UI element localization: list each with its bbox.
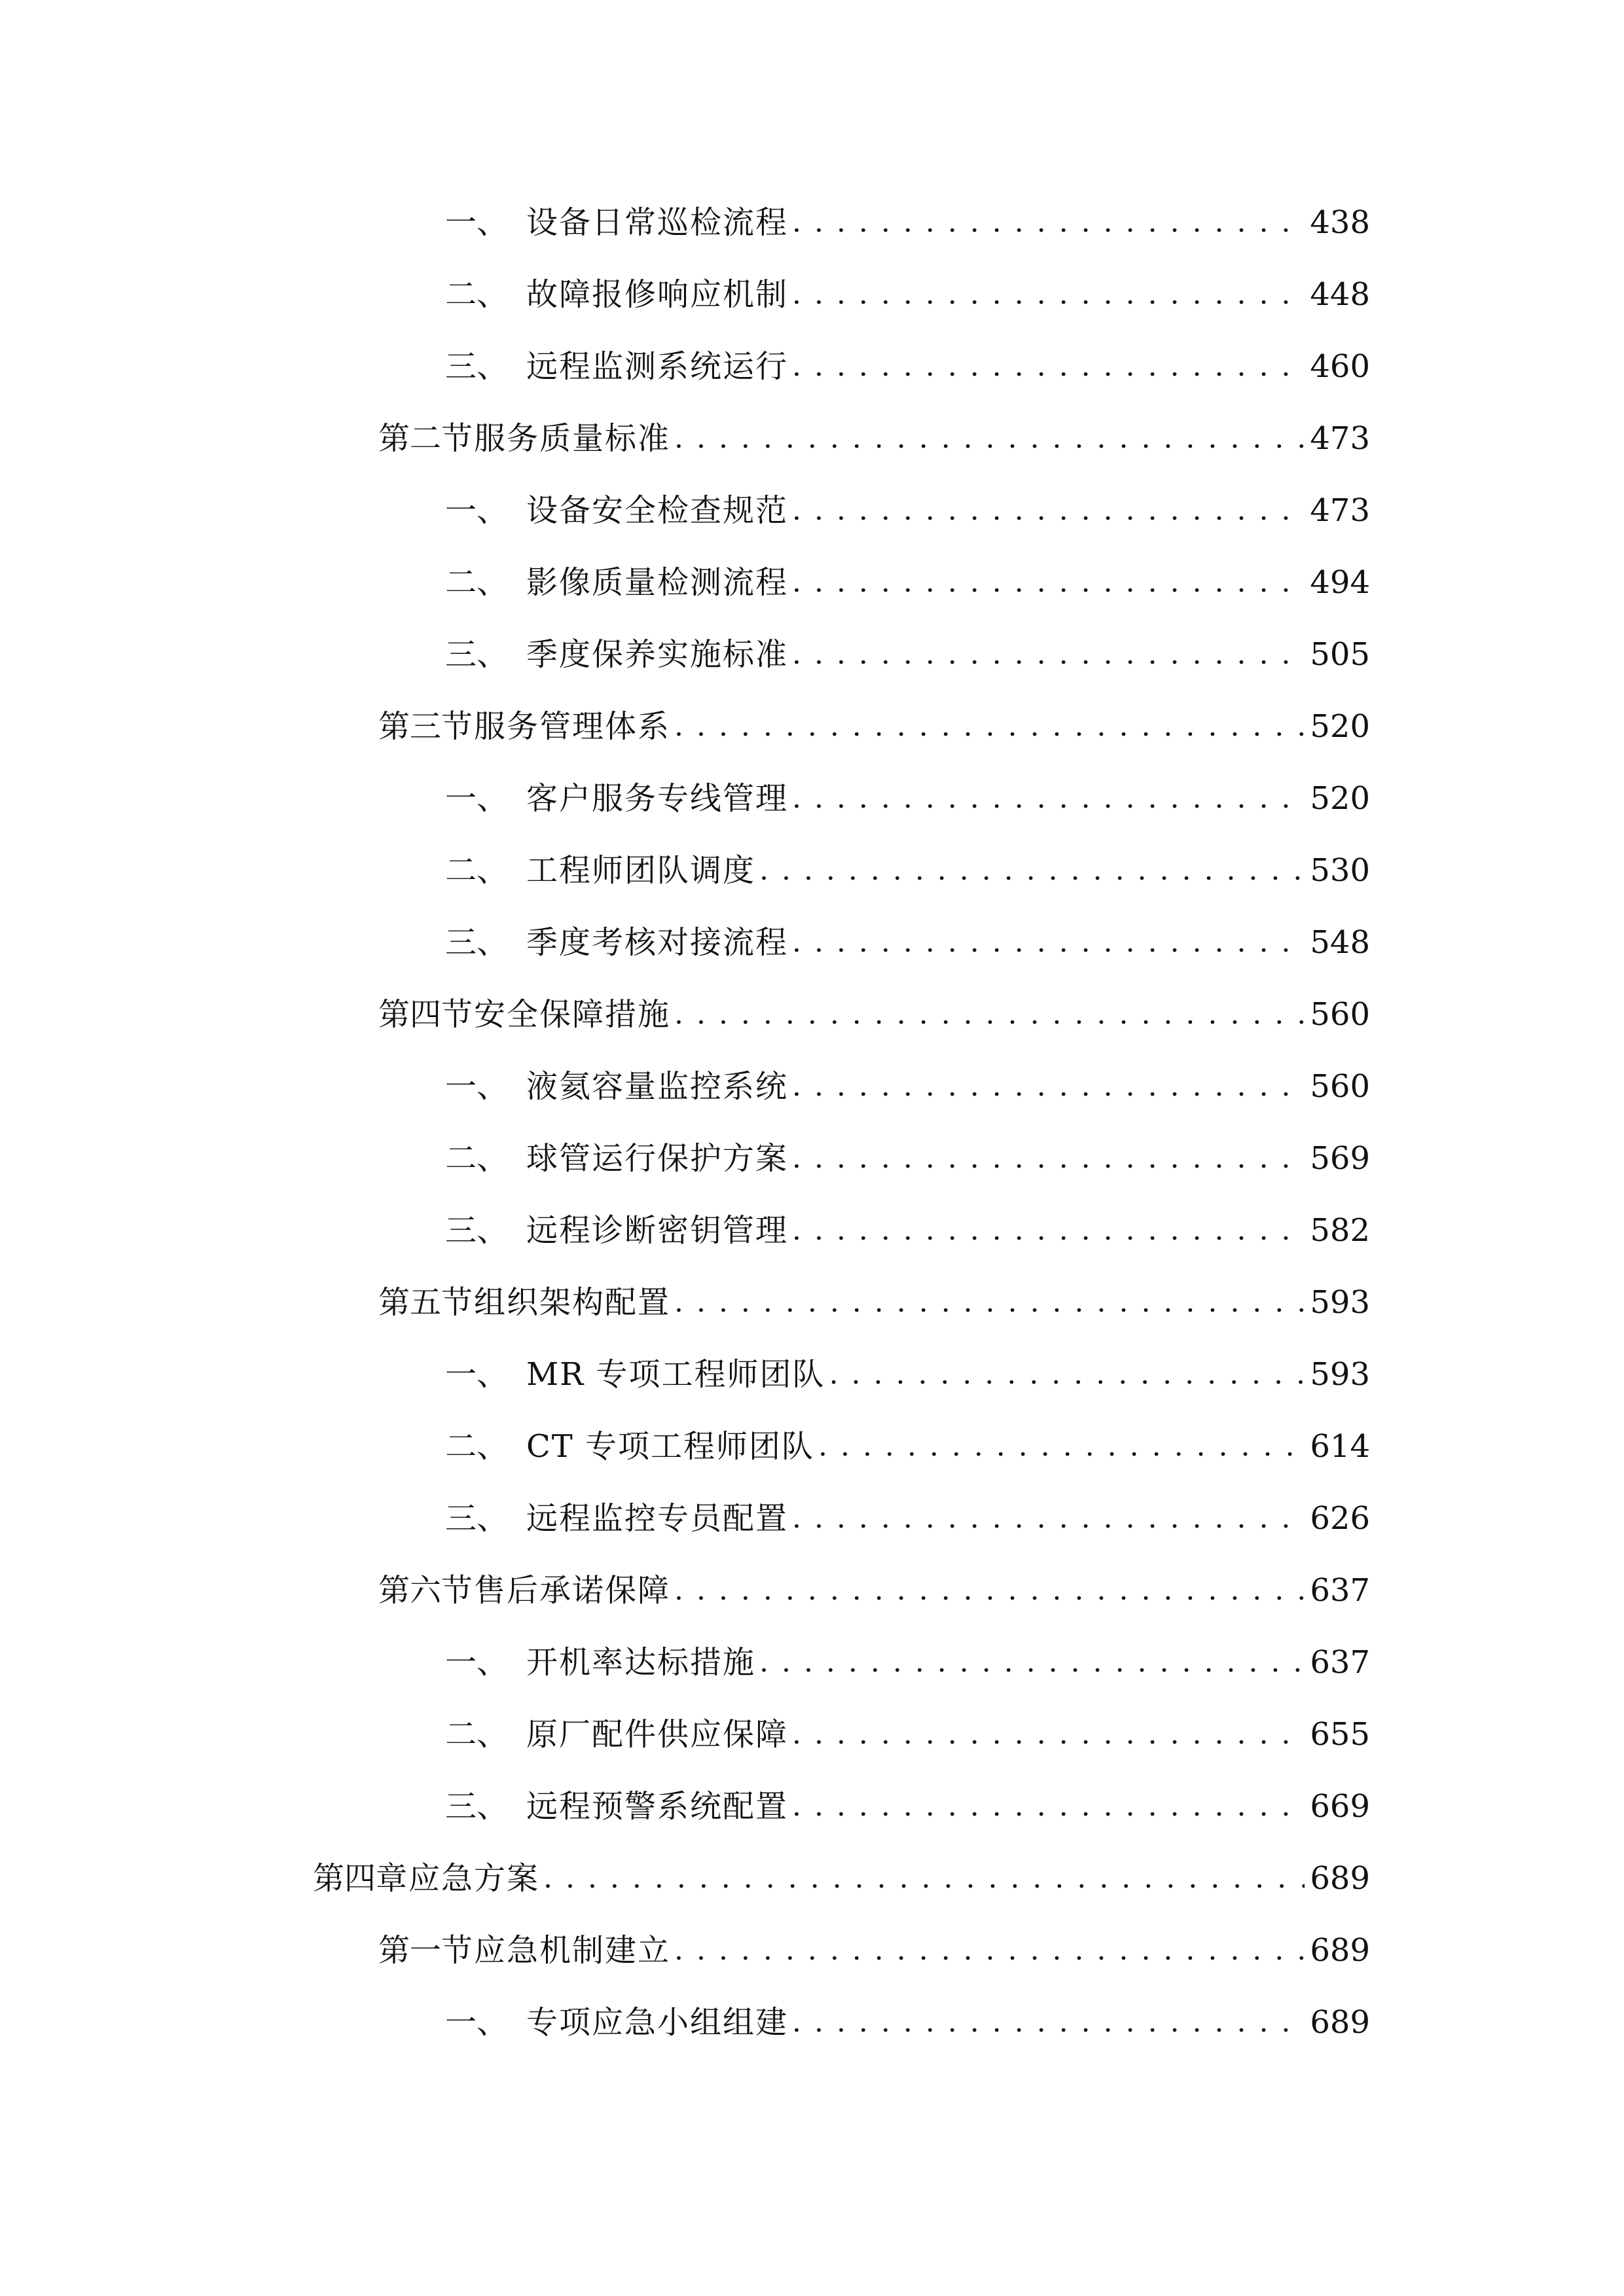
entry-title: 影像质量检测流程: [526, 564, 789, 601]
entry-page-number: 593: [1310, 1356, 1370, 1393]
dot-leader: [759, 1640, 1305, 1685]
toc-entry[interactable]: [445, 200, 1370, 245]
entry-title: 专项应急小组组建: [526, 2004, 789, 2041]
toc-entry[interactable]: [445, 632, 1370, 677]
entry-number: 一、: [445, 2004, 509, 2041]
toc-entry-section[interactable]: [378, 1928, 1370, 1973]
entry-number: 二、: [445, 1716, 509, 1753]
entry-title: 球管运行保护方案: [526, 1140, 789, 1177]
entry-page-number: 520: [1310, 780, 1370, 817]
entry-title: 季度考核对接流程: [526, 924, 789, 961]
entry-number: 一、: [445, 204, 509, 241]
entry-number: 二、: [445, 276, 509, 313]
toc-entry[interactable]: [445, 272, 1370, 317]
dot-leader: [792, 344, 1305, 389]
entry-title: 远程预警系统配置: [526, 1788, 789, 1825]
toc-entry[interactable]: [445, 1712, 1370, 1757]
toc-entry-section[interactable]: [378, 1568, 1370, 1613]
entry-page-number: 460: [1310, 348, 1370, 385]
toc-entry[interactable]: [445, 2000, 1370, 2045]
entry-number: 三、: [445, 1500, 509, 1537]
entry-page-number: 520: [1310, 708, 1370, 745]
entry-page-number: 473: [1310, 420, 1370, 457]
entry-page-number: 689: [1310, 2004, 1370, 2041]
entry-title: 故障报修响应机制: [526, 276, 789, 313]
dot-leader: [674, 704, 1305, 749]
entry-page-number: 560: [1310, 996, 1370, 1033]
toc-entry[interactable]: [445, 344, 1370, 389]
dot-leader: [674, 1568, 1305, 1613]
toc-entry[interactable]: [445, 776, 1370, 821]
entry-title: 工程师团队调度: [526, 852, 756, 889]
entry-page-number: 626: [1310, 1500, 1370, 1537]
entry-page-number: 494: [1310, 564, 1370, 601]
toc-entry-section[interactable]: [378, 704, 1370, 749]
entry-number: 第四章: [313, 1860, 408, 1897]
entry-number: 一、: [445, 780, 509, 817]
entry-page-number: 569: [1310, 1140, 1370, 1177]
dot-leader: [674, 1280, 1305, 1325]
toc-entry[interactable]: [445, 1784, 1370, 1829]
toc-entry-section[interactable]: [378, 1280, 1370, 1325]
entry-page-number: 637: [1310, 1644, 1370, 1681]
toc-entry-section[interactable]: [378, 416, 1370, 461]
dot-leader: [543, 1856, 1305, 1901]
entry-title: 售后承诺保障: [474, 1572, 671, 1609]
entry-page-number: 689: [1310, 1860, 1370, 1897]
dot-leader: [674, 992, 1305, 1037]
dot-leader: [792, 776, 1305, 821]
entry-page-number: 473: [1310, 492, 1370, 529]
entry-page-number: 614: [1310, 1428, 1370, 1465]
toc-entry[interactable]: [445, 1136, 1370, 1181]
entry-title: 开机率达标措施: [526, 1644, 756, 1681]
entry-page-number: 548: [1310, 924, 1370, 961]
toc-entry[interactable]: [445, 1064, 1370, 1109]
entry-number: 三、: [445, 1788, 509, 1825]
entry-number: 三、: [445, 924, 509, 961]
dot-leader: [792, 1136, 1305, 1181]
entry-title: 原厂配件供应保障: [526, 1716, 789, 1753]
entry-number: 第四节: [378, 996, 473, 1033]
dot-leader: [674, 1928, 1305, 1973]
entry-title: 客户服务专线管理: [526, 780, 789, 817]
entry-title: 应急机制建立: [474, 1932, 671, 1969]
entry-number: 三、: [445, 636, 509, 673]
entry-page-number: 689: [1310, 1932, 1370, 1969]
toc-entry-section[interactable]: [378, 992, 1370, 1037]
entry-number: 第六节: [378, 1572, 473, 1609]
entry-number: 二、: [445, 1428, 509, 1465]
dot-leader: [759, 848, 1305, 893]
entry-page-number: 669: [1310, 1788, 1370, 1825]
entry-title: 液氦容量监控系统: [526, 1068, 789, 1105]
entry-number: 一、: [445, 492, 509, 529]
toc-entry-chapter[interactable]: [313, 1856, 1370, 1901]
entry-number: 三、: [445, 1212, 509, 1249]
entry-title: 设备安全检查规范: [526, 492, 789, 529]
entry-number: 第五节: [378, 1284, 473, 1321]
dot-leader: [792, 560, 1305, 605]
dot-leader: [792, 272, 1305, 317]
entry-title: 远程诊断密钥管理: [526, 1212, 789, 1249]
entry-title: 安全保障措施: [474, 996, 671, 1033]
dot-leader: [792, 632, 1305, 677]
entry-number: 一、: [445, 1068, 509, 1105]
entry-title: 设备日常巡检流程: [526, 204, 789, 241]
entry-page-number: 438: [1310, 204, 1370, 241]
entry-number: 三、: [445, 348, 509, 385]
toc-entry[interactable]: [445, 1208, 1370, 1253]
entry-page-number: 530: [1310, 852, 1370, 889]
entry-title: CT 专项工程师团队: [526, 1428, 815, 1465]
entry-page-number: 505: [1310, 636, 1370, 673]
entry-title: MR 专项工程师团队: [526, 1356, 825, 1393]
dot-leader: [829, 1352, 1305, 1397]
entry-page-number: 582: [1310, 1212, 1370, 1249]
dot-leader: [792, 488, 1305, 533]
entry-title: 服务质量标准: [474, 420, 671, 457]
entry-page-number: 655: [1310, 1716, 1370, 1753]
toc-entry[interactable]: [445, 1424, 1370, 1469]
entry-title: 应急方案: [408, 1860, 540, 1897]
entry-number: 二、: [445, 852, 509, 889]
entry-number: 一、: [445, 1644, 509, 1681]
entry-number: 二、: [445, 564, 509, 601]
entry-page-number: 593: [1310, 1284, 1370, 1321]
dot-leader: [792, 2000, 1305, 2045]
entry-title: 服务管理体系: [474, 708, 671, 745]
entry-page-number: 560: [1310, 1068, 1370, 1105]
toc-entry[interactable]: [445, 1496, 1370, 1541]
dot-leader: [818, 1424, 1305, 1469]
toc-entry[interactable]: [445, 920, 1370, 965]
toc-entry[interactable]: [445, 560, 1370, 605]
entry-number: 二、: [445, 1140, 509, 1177]
entry-page-number: 637: [1310, 1572, 1370, 1609]
dot-leader: [674, 416, 1305, 461]
dot-leader: [792, 200, 1305, 245]
dot-leader: [792, 920, 1305, 965]
entry-title: 季度保养实施标准: [526, 636, 789, 673]
toc-entry[interactable]: [445, 1352, 1370, 1397]
dot-leader: [792, 1208, 1305, 1253]
dot-leader: [792, 1064, 1305, 1109]
entry-title: 远程监控专员配置: [526, 1500, 789, 1537]
entry-title: 组织架构配置: [474, 1284, 671, 1321]
dot-leader: [792, 1496, 1305, 1541]
dot-leader: [792, 1784, 1305, 1829]
entry-title: 远程监测系统运行: [526, 348, 789, 385]
toc-entry[interactable]: [445, 848, 1370, 893]
entry-page-number: 448: [1310, 276, 1370, 313]
entry-number: 第三节: [378, 708, 473, 745]
entry-number: 第二节: [378, 420, 473, 457]
dot-leader: [792, 1712, 1305, 1757]
toc-entry[interactable]: [445, 488, 1370, 533]
toc-entry[interactable]: [445, 1640, 1370, 1685]
entry-number: 一、: [445, 1356, 509, 1393]
entry-number: 第一节: [378, 1932, 473, 1969]
